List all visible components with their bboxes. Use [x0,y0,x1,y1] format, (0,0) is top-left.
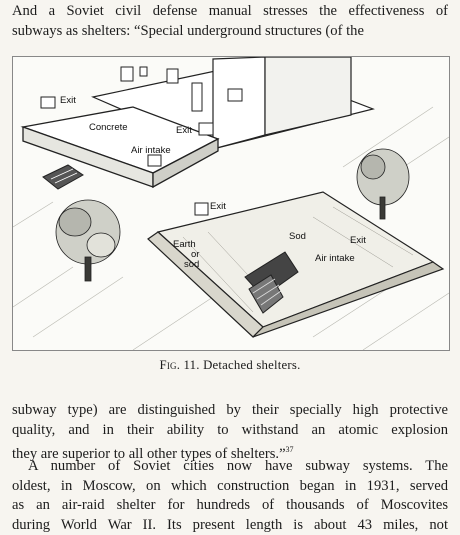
text-line: quality, and in their ability to withstand an atomic explosion [12,421,448,438]
text-line: subway type) are distinguished by their specially high protective [12,402,448,418]
bottom-paragraph [12,457,448,535]
exit-label: Exit [60,95,76,106]
exit-label: Exit [176,125,192,136]
caption-prefix: Fig. 11. [159,358,200,372]
air-intake-label: Air intake [315,253,355,264]
footnote-ref: 37 [285,445,294,455]
tree-right [357,149,409,219]
top-paragraph [12,2,448,41]
middle-paragraph [12,401,448,465]
shelter-illustration [12,56,450,351]
figure-caption [0,358,460,373]
tree-left [56,200,120,281]
exit-box [41,97,55,108]
text-line-content: they are superior to all other types of shelters.” [12,446,286,463]
shelter-drawing [13,57,449,350]
sod-label: Sod [289,231,306,242]
caption-text: Detached shelters. [203,358,301,372]
air-intake-label: Air intake [131,145,171,156]
exit-box [195,203,208,215]
text-line: oldest, in Moscow, on which construction began in 1931, served [12,477,448,494]
text-line: subways as shelters: “Special underground structures (of the [12,22,364,39]
exit-label: Exit [210,201,226,212]
text-line: during World War II. Its present length is about 43 miles, not [12,516,448,533]
sod-label: sod [184,259,200,270]
air-intake-box [148,155,161,166]
text-line: as an air-raid shelter for hundreds of thousands of Moscovites [12,497,448,514]
concrete-label: Concrete [89,122,128,133]
text-line: A number of Soviet cities now have subway systems. The [28,458,448,474]
or-label: or [191,249,200,260]
exit-label: Exit [350,235,366,246]
slab-entrance [43,165,83,189]
text-line: And a Soviet civil defense manual stresses the effectiveness of [12,3,448,19]
exit-box [199,123,213,135]
earth-label: Earth [173,239,196,250]
